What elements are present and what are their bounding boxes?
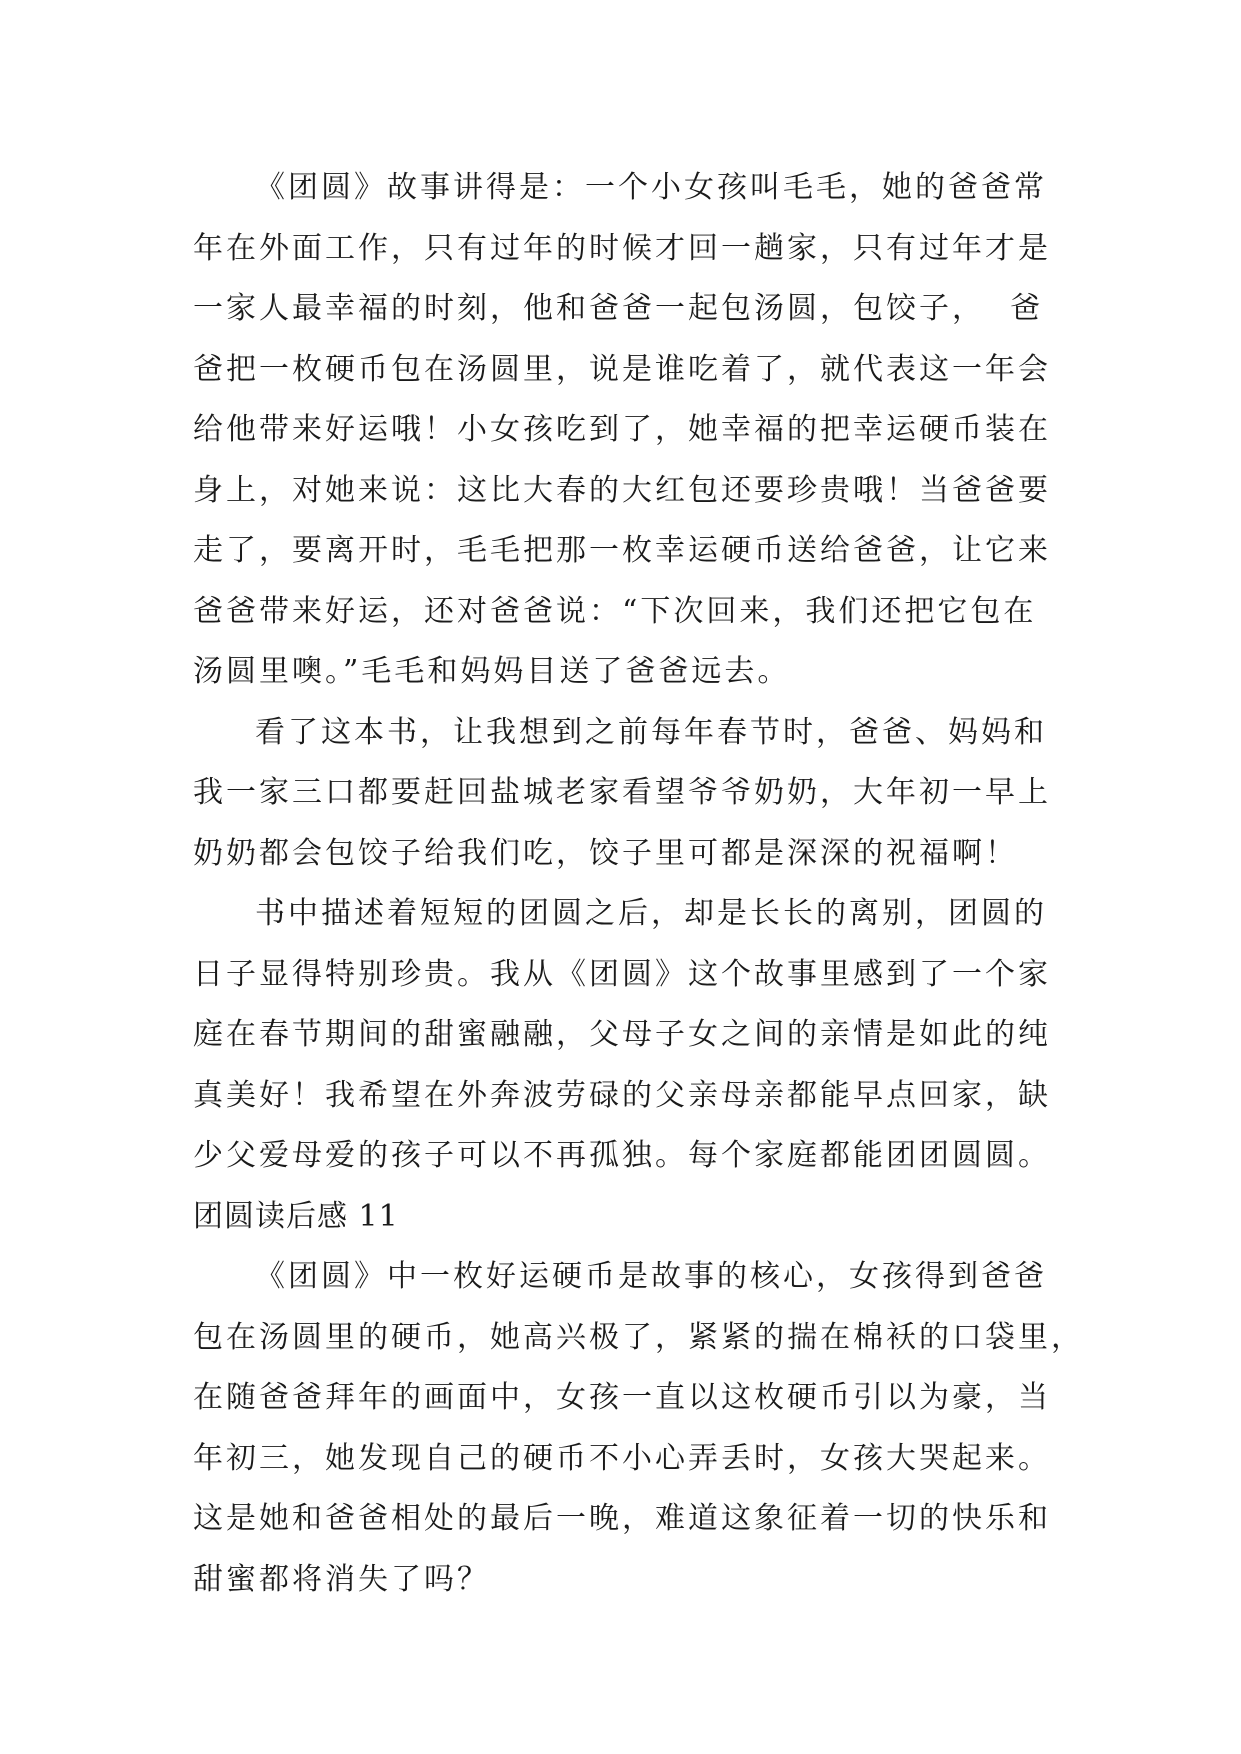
- text-line: 一家人最幸福的时刻，他和爸爸一起包汤圆，包饺子， 爸: [193, 291, 1044, 326]
- text-line: 书中描述着短短的团圆之后，却是长长的离别，团圆的: [255, 896, 1047, 931]
- text-line: 爸爸带来好运，还对爸爸说：“下次回来，我们还把它包在: [193, 593, 1037, 629]
- text-line: 甜蜜都将消失了吗？: [193, 1561, 490, 1597]
- text-line: 身上，对她来说：这比大春的大红包还要珍贵哦！当爸爸要: [193, 472, 1051, 508]
- text-line: 我一家三口都要赶回盐城老家看望爷爷奶奶，大年初一早上: [193, 775, 1051, 810]
- text-line: 看了这本书，让我想到之前每年春节时，爸爸、妈妈和: [255, 714, 1047, 750]
- paragraph-2: [193, 703, 1053, 885]
- text-line: 汤圆里噢。”毛毛和妈妈目送了爸爸远去。: [193, 654, 791, 689]
- text-line: 奶奶都会包饺子给我们吃，饺子里可都是深深的祝福啊！: [193, 835, 1018, 871]
- text-line: 这是她和爸爸相处的最后一晚，难道这象征着一切的快乐和: [193, 1501, 1051, 1536]
- text-line: 在随爸爸拜年的画面中，女孩一直以这枚硬币引以为豪，当: [193, 1380, 1051, 1415]
- text-line: 包在汤圆里的硬币，她高兴极了，紧紧的揣在棉袄的口袋里，: [193, 1319, 1084, 1355]
- text-line: 《团圆》故事讲得是：一个小女孩叫毛毛，她的爸爸常: [255, 170, 1047, 205]
- text-line: 给他带来好运哦！小女孩吃到了，她幸福的把幸运硬币装在: [193, 412, 1051, 447]
- text-line: 少父爱母爱的孩子可以不再孤独。每个家庭都能团团圆圆。: [193, 1138, 1051, 1173]
- paragraph-1: [193, 158, 1053, 703]
- text-line: 年初三，她发现自己的硬币不小心弄丢时，女孩大哭起来。: [193, 1440, 1051, 1476]
- text-line: 庭在春节期间的甜蜜融融，父母子女之间的亲情是如此的纯: [193, 1017, 1051, 1052]
- section-heading: 团圆读后感 11: [193, 1198, 399, 1234]
- text-line: 爸把一枚硬币包在汤圆里，说是谁吃着了，就代表这一年会: [193, 351, 1051, 387]
- text-line: 走了，要离开时，毛毛把那一枚幸运硬币送给爸爸，让它来: [193, 533, 1051, 568]
- text-line: 真美好！我希望在外奔波劳碌的父亲母亲都能早点回家，缺: [193, 1077, 1051, 1113]
- document-body: [193, 158, 1084, 1610]
- text-line: 《团圆》中一枚好运硬币是故事的核心，女孩得到爸爸: [255, 1259, 1047, 1294]
- text-line: 年在外面工作，只有过年的时候才回一趟家，只有过年才是: [193, 230, 1051, 266]
- paragraph-3: [193, 884, 1053, 1187]
- text-line: 日子显得特别珍贵。我从《团圆》这个故事里感到了一个家: [193, 956, 1051, 992]
- paragraph-4: [193, 1247, 1084, 1610]
